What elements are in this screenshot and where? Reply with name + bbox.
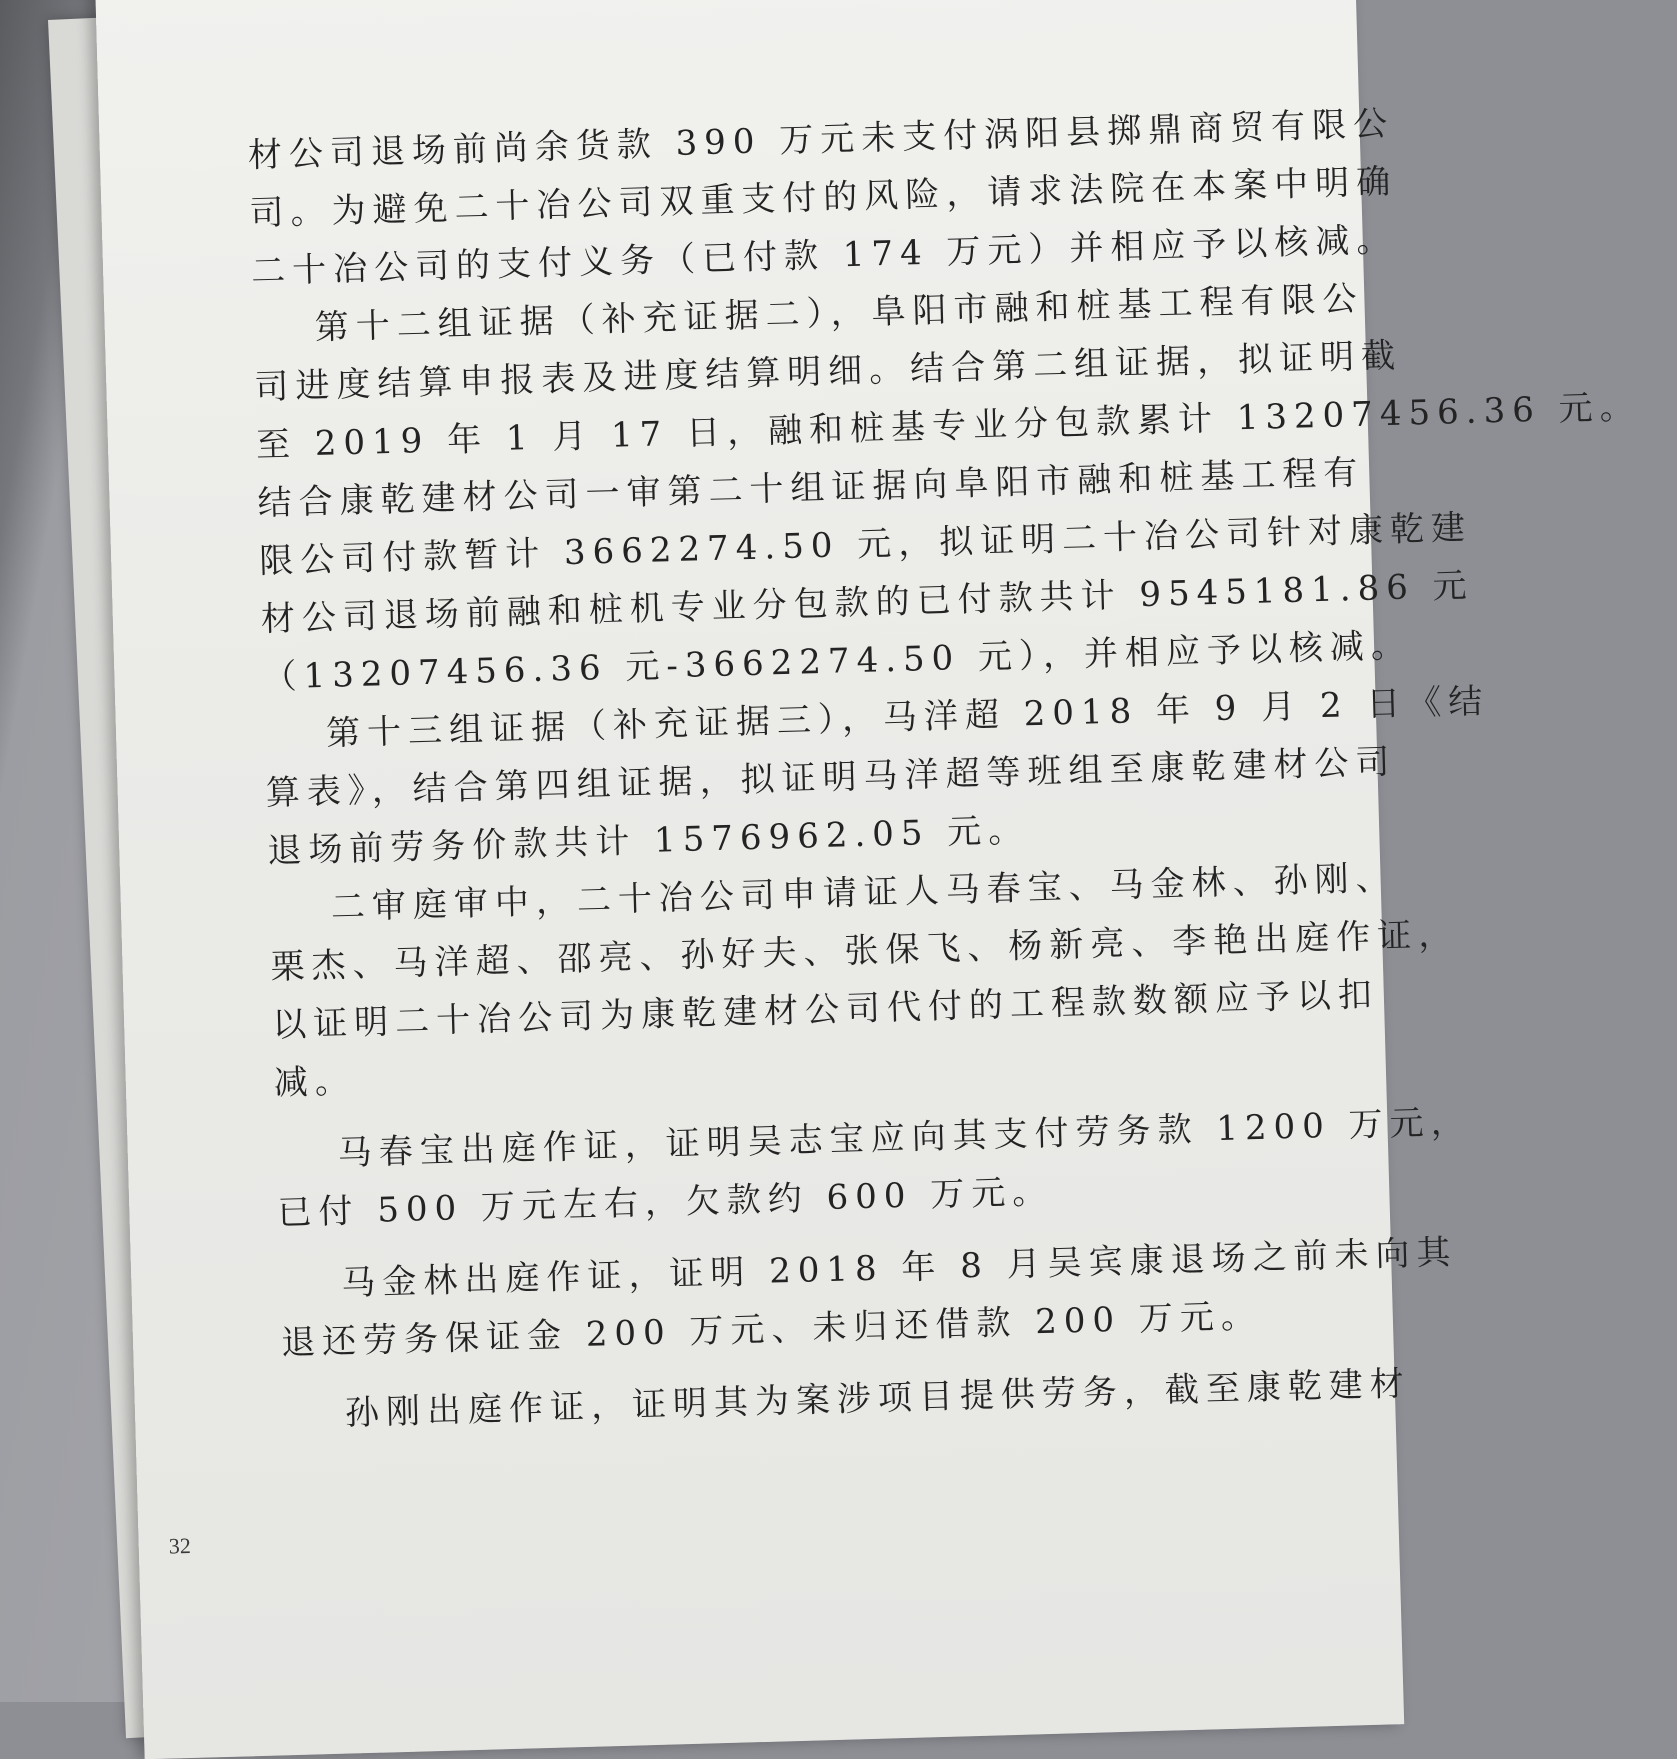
text-line: 马金林出庭作证，证明 2018 年 8 月吴宾康退场之前未向其	[340, 1232, 1459, 1304]
text-line: 算表》，结合第四组证据，拟证明马洋超等班组至康乾建材公司	[265, 741, 1397, 814]
text-line: 栗杰、马洋超、邵亮、孙好夫、张保飞、杨新亮、李艳出庭作证，	[270, 914, 1460, 988]
text-line: 减。	[273, 1061, 357, 1104]
text-line: 限公司付款暂计 3662274.50 元，拟证明二十冶公司针对康乾建	[258, 507, 1473, 582]
text-line: 已付 500 万元左右，欠款约 600 万元。	[276, 1171, 1054, 1234]
text-line: 二审庭审中，二十冶公司申请证人马春宝、马金林、孙刚、	[330, 858, 1398, 928]
text-line: 结合康乾建材公司一审第二十组证据向阜阳市融和桩基工程有	[257, 452, 1365, 524]
text-line: 马春宝出庭作证，证明吴志宝应向其支付劳务款 1200 万元，	[337, 1102, 1473, 1174]
text-line: （13207456.36 元-3662274.50 元），并相应予以核减。	[261, 625, 1413, 698]
text-line: 第十三组证据（补充证据三），马洋超 2018 年 9 月 2 日《结	[325, 681, 1490, 754]
text-line: 材公司退场前尚余货款 390 万元未支付涡阳县掷鼎商贸有限公	[247, 103, 1395, 176]
document-page	[95, 0, 1642, 1759]
page-number: 32	[168, 1532, 192, 1559]
text-line: 司进度结算申报表及进度结算明细。结合第二组证据，拟证明截	[253, 335, 1403, 408]
text-line: 孙刚出庭作证，证明其为案涉项目提供劳务，截至康乾建材	[344, 1363, 1412, 1434]
text-line: 二十冶公司的支付义务（已付款 174 万元）并相应予以核减。	[250, 219, 1398, 292]
text-line: 材公司退场前融和桩机专业分包款的已付款共计 9545181.86 元	[260, 565, 1475, 640]
text-line: 退还劳务保证金 200 万元、未归还借款 200 万元。	[280, 1295, 1263, 1364]
text-line: 至 2019 年 1 月 17 日，融和桩基专业分包款累计 13207456.36 元。	[255, 387, 1642, 466]
text-line: 退场前劳务价款共计 1576962.05 元。	[266, 810, 1030, 872]
text-line: 司。为避免二十冶公司双重支付的风险，请求法院在本案中明确	[249, 161, 1398, 234]
text-line: 第十二组证据（补充证据二），阜阳市融和桩基工程有限公	[314, 278, 1364, 348]
text-line: 以证明二十冶公司为康乾建材公司代付的工程款数额应予以扣	[271, 974, 1380, 1046]
